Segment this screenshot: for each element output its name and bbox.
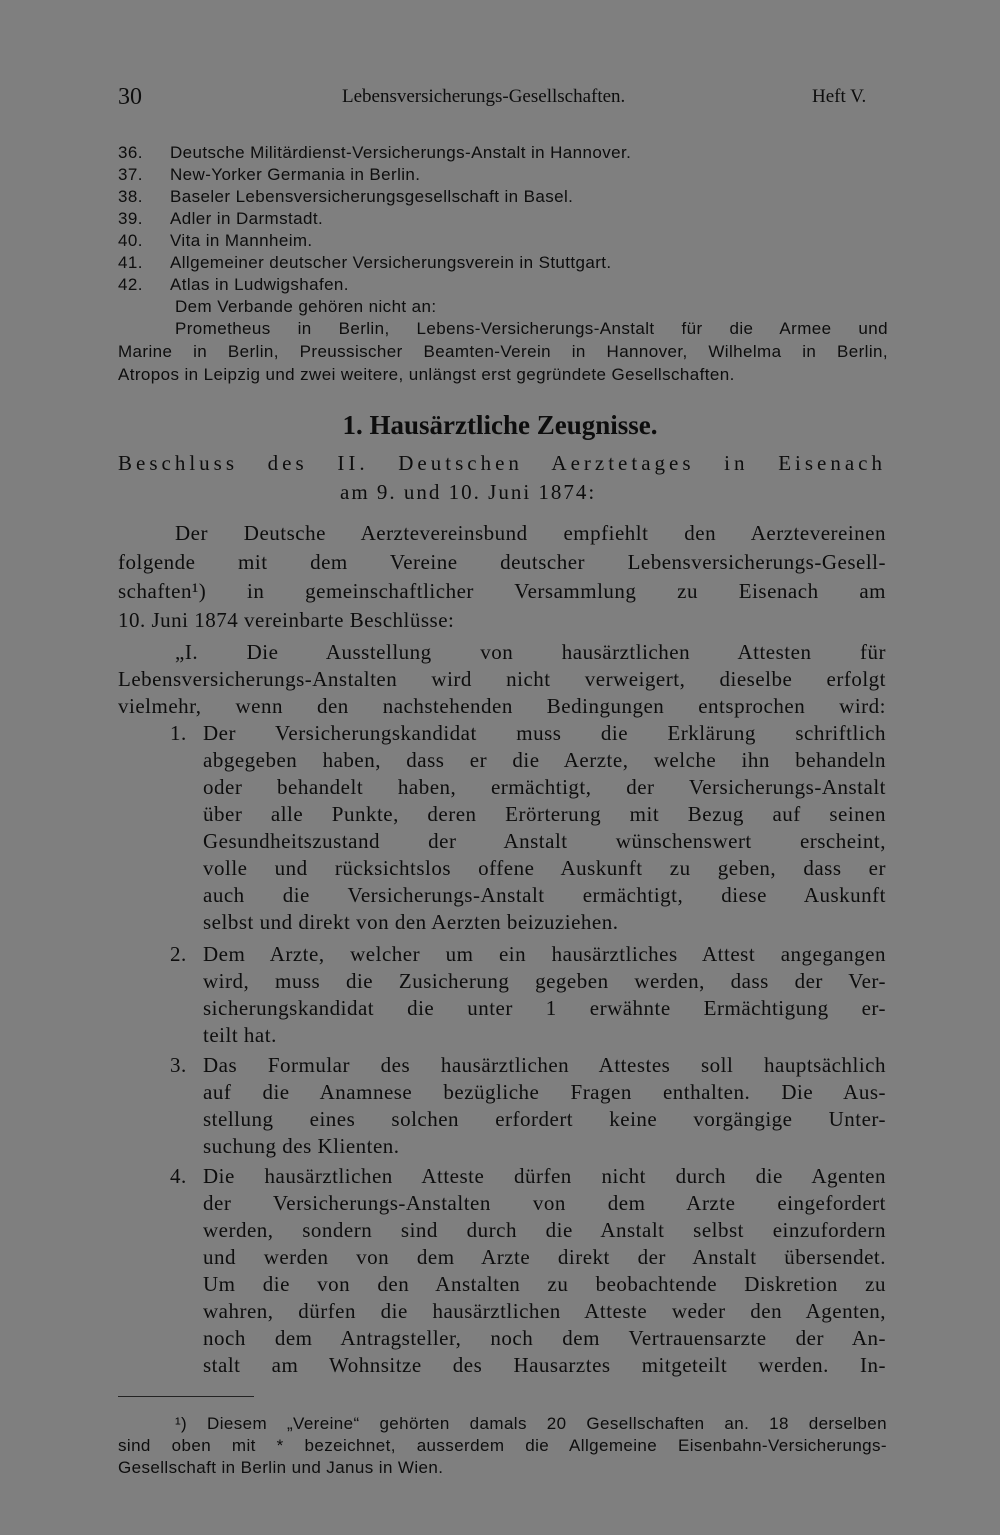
footnote-line: ¹) Diesem „Vereine“ gehörten damals 20 Gesellschaften an. 18 derselben xyxy=(175,1414,887,1433)
item-line: selbst und direkt von den Aerzten beizuziehen. xyxy=(203,910,619,934)
item-line: Der Versicherungskandidat muss die Erklärung schriftlich xyxy=(203,721,886,745)
paragraph-line: vielmehr, wenn den nachstehenden Bedingungen entsprochen wird: xyxy=(118,694,886,718)
running-title: Lebensversicherungs-Gesellschaften. xyxy=(342,86,626,107)
item-line: Gesundheitszustand der Anstalt wünschenswert erscheint, xyxy=(203,829,886,853)
item-line: volle und rücksichtslos offene Auskunft zu geben, dass er xyxy=(203,856,886,880)
footnote-rule xyxy=(118,1396,254,1397)
non-members-line: Atropos in Leipzig und zwei weitere, unlängst erst gegründete Gesellschaften. xyxy=(118,365,735,384)
item-number: 4. xyxy=(170,1164,187,1188)
list-item: 39. Adler in Darmstadt. xyxy=(118,209,324,228)
item-line: über alle Punkte, deren Erörterung mit Bezug auf seinen xyxy=(203,802,886,826)
item-line: teilt hat. xyxy=(203,1023,277,1047)
list-item: 36. Deutsche Militärdienst-Versicherungs-Anstalt in Hannover. xyxy=(118,143,632,162)
resolution-line: Beschluss des II. Deutschen Aerztetages in Eisenach xyxy=(118,451,886,475)
resolution-line: am 9. und 10. Juni 1874: xyxy=(340,480,597,504)
list-item: 41. Allgemeiner deutscher Versicherungsverein in Stuttgart. xyxy=(118,253,612,272)
item-line: stellung eines solchen erfordert keine vorgängige Unter- xyxy=(203,1107,886,1131)
paragraph-line: 10. Juni 1874 vereinbarte Beschlüsse: xyxy=(118,608,455,632)
item-line: sicherungskandidat die unter 1 erwähnte Ermächtigung er- xyxy=(203,996,886,1020)
item-line: werden, sondern sind durch die Anstalt selbst einzufordern xyxy=(203,1218,886,1242)
paragraph-line: Der Deutsche Aerztevereinsbund empfiehlt den Aerztevereinen xyxy=(175,521,886,545)
item-line: suchung des Klienten. xyxy=(203,1134,400,1158)
issue-label: Heft V. xyxy=(812,86,867,107)
non-members-intro: Dem Verbande gehören nicht an: xyxy=(175,297,437,316)
paragraph-line: schaften¹) in gemeinschaftlicher Versammlung zu Eisenach am xyxy=(118,579,886,603)
item-line: Um die von den Anstalten zu beobachtende Diskretion zu xyxy=(203,1272,886,1296)
item-line: oder behandelt haben, ermächtigt, der Versicherungs-Anstalt xyxy=(203,775,886,799)
item-line: stalt am Wohnsitze des Hausarztes mitgeteilt werden. In- xyxy=(203,1353,886,1377)
non-members-line: Marine in Berlin, Preussischer Beamten-Verein in Hannover, Wilhelma in Berlin, xyxy=(118,342,888,361)
item-line: auch die Versicherungs-Anstalt ermächtigt, diese Auskunft xyxy=(203,883,886,907)
paragraph-line: folgende mit dem Vereine deutscher Lebensversicherungs-Gesell- xyxy=(118,550,886,574)
list-item: 37. New-Yorker Germania in Berlin. xyxy=(118,165,421,184)
list-item: 38. Baseler Lebensversicherungsgesellschaft in Basel. xyxy=(118,187,574,206)
item-line: noch dem Antragsteller, noch dem Vertrauensarzte der An- xyxy=(203,1326,886,1350)
item-line: Dem Arzte, welcher um ein hausärztliches Attest angegangen xyxy=(203,942,886,966)
item-number: 2. xyxy=(170,942,187,966)
item-line: wird, muss die Zusicherung gegeben werden, dass der Ver- xyxy=(203,969,886,993)
paragraph-line: „I. Die Ausstellung von hausärztlichen Attesten für xyxy=(175,640,886,664)
list-item: 42. Atlas in Ludwigshafen. xyxy=(118,275,349,294)
item-line: auf die Anamnese bezügliche Fragen enthalten. Die Aus- xyxy=(203,1080,886,1104)
footnote-line: sind oben mit * bezeichnet, ausserdem die Allgemeine Eisenbahn-Versicherungs- xyxy=(118,1436,887,1455)
item-line: wahren, dürfen die hausärztlichen Atteste weder den Agenten, xyxy=(203,1299,886,1323)
item-line: abgegeben haben, dass er die Aerzte, welche ihn behandeln xyxy=(203,748,886,772)
item-line: der Versicherungs-Anstalten von dem Arzte eingefordert xyxy=(203,1191,886,1215)
item-number: 3. xyxy=(170,1053,187,1077)
section-title: 1. Hausärztliche Zeugnisse. xyxy=(342,410,658,440)
list-item: 40. Vita in Mannheim. xyxy=(118,231,313,250)
item-line: Die hausärztlichen Atteste dürfen nicht durch die Agenten xyxy=(203,1164,886,1188)
non-members-line: Prometheus in Berlin, Lebens-Versicherungs-Anstalt für die Armee und xyxy=(175,319,888,338)
paragraph-line: Lebensversicherungs-Anstalten wird nicht verweigert, dieselbe erfolgt xyxy=(118,667,886,691)
page-number: 30 xyxy=(118,84,142,110)
item-line: Das Formular des hausärztlichen Attestes soll hauptsächlich xyxy=(203,1053,886,1077)
item-number: 1. xyxy=(170,721,187,745)
item-line: und werden von dem Arzte direkt der Anstalt übersendet. xyxy=(203,1245,886,1269)
footnote-line: Gesellschaft in Berlin und Janus in Wien. xyxy=(118,1458,444,1477)
